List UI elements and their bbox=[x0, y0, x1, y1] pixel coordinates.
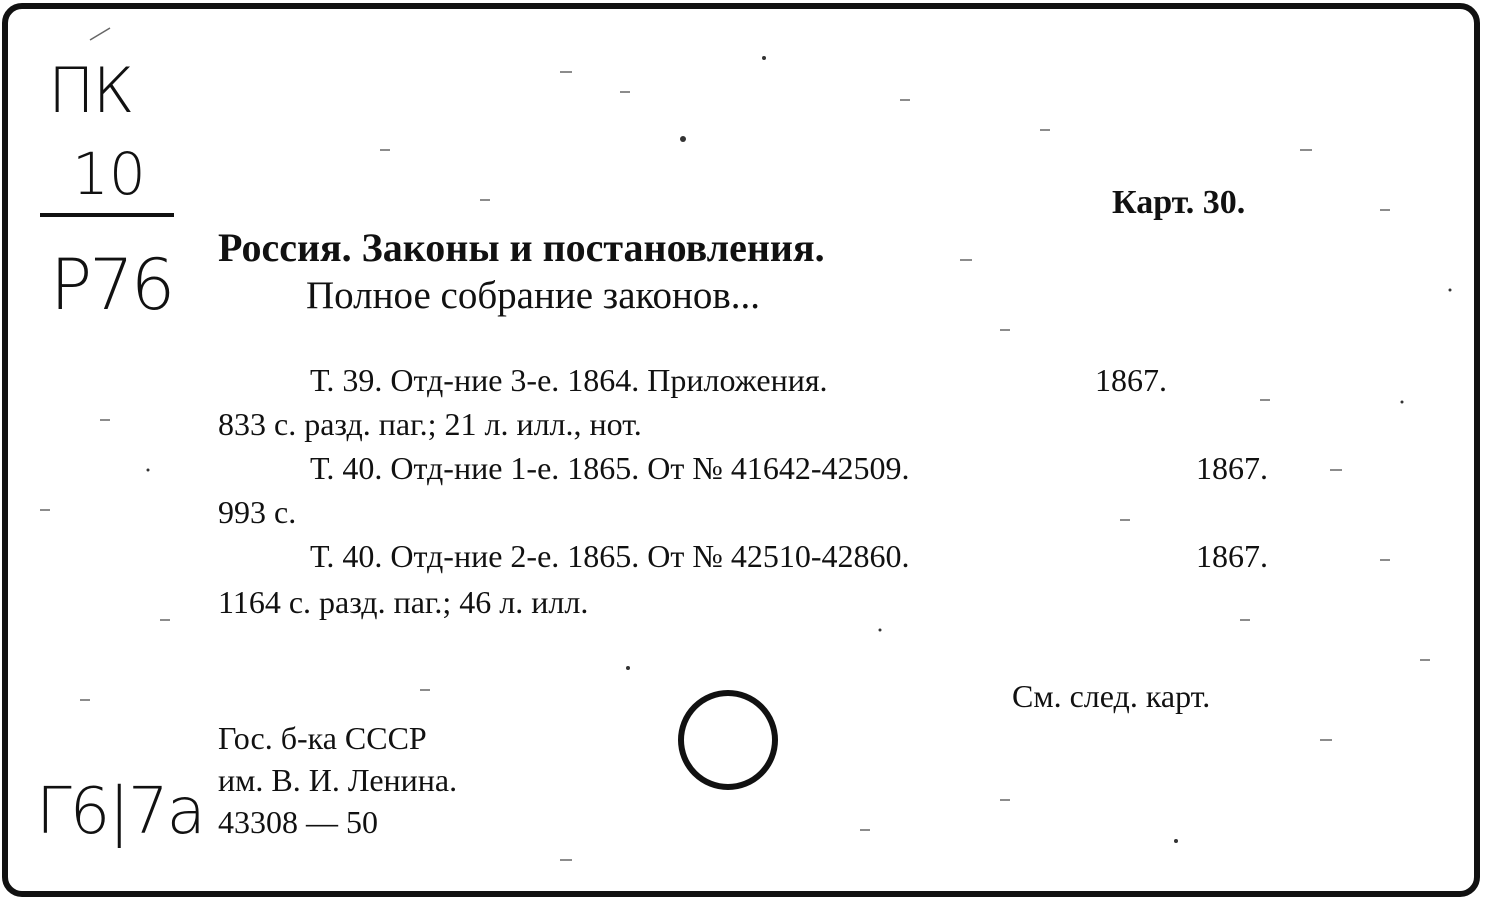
entry-1-line1: Т. 39. Отд-ние 3-е. 1864. Приложения. bbox=[310, 362, 828, 398]
imprint-line1: Гос. б-ка СССР bbox=[218, 720, 427, 756]
entry-3-line2: 1164 с. разд. паг.; 46 л. илл. bbox=[218, 584, 589, 620]
entry-2-year: 1867. bbox=[1196, 450, 1268, 486]
card-punch-hole bbox=[678, 690, 778, 790]
entry-3-year: 1867. bbox=[1196, 538, 1268, 574]
entry-2-line2: 993 с. bbox=[218, 494, 297, 530]
imprint-line2: им. В. И. Ленина. bbox=[218, 762, 458, 798]
imprint-line3: 43308 — 50 bbox=[218, 804, 378, 840]
call-number-line2: 10 bbox=[72, 140, 146, 208]
call-number-line3: Р76 bbox=[50, 244, 173, 326]
call-number-divider bbox=[40, 213, 174, 217]
handwritten-location-mark: Г6|7а bbox=[36, 775, 204, 849]
call-number-line1: ПК bbox=[48, 54, 133, 127]
card-number: Карт. 30. bbox=[1112, 184, 1246, 221]
entry-3-line1: Т. 40. Отд-ние 2-е. 1865. От № 42510-42860. bbox=[310, 538, 910, 574]
heading-main: Россия. Законы и постановления. bbox=[218, 225, 825, 270]
entry-1-line2: 833 с. разд. паг.; 21 л. илл., нот. bbox=[218, 406, 642, 442]
heading-sub: Полное собрание законов... bbox=[306, 274, 761, 317]
entry-1-year: 1867. bbox=[1095, 362, 1167, 398]
entry-2-line1: Т. 40. Отд-ние 1-е. 1865. От № 41642-42509. bbox=[310, 450, 910, 486]
see-next-card: См. след. карт. bbox=[1012, 678, 1211, 714]
